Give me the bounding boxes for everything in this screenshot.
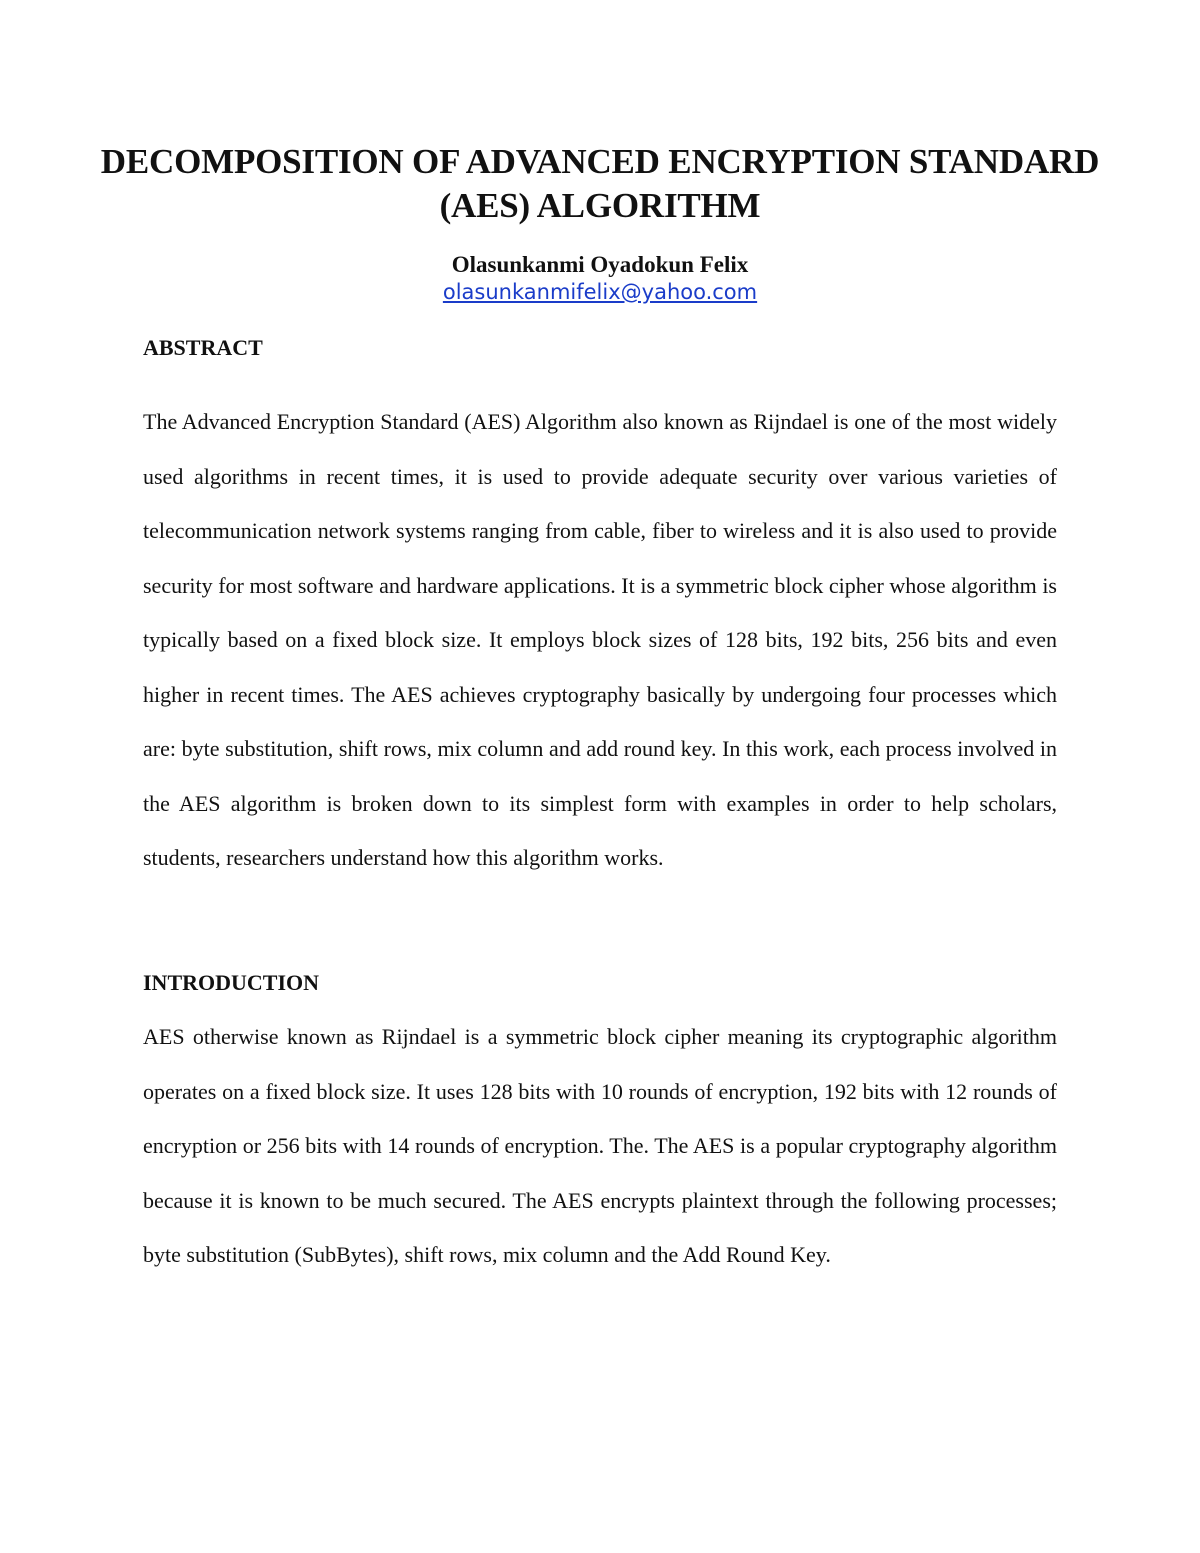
title-line-1: DECOMPOSITION OF ADVANCED ENCRYPTION STANDARD — [100, 142, 1100, 181]
author-email-link[interactable]: olasunkanmifelix@yahoo.com — [442, 280, 758, 304]
title-line-2: (AES) ALGORITHM — [439, 186, 761, 225]
author-name: Olasunkanmi Oyadokun Felix — [451, 252, 749, 277]
introduction-heading: INTRODUCTION — [143, 970, 320, 995]
paper-title — [100, 140, 1100, 228]
introduction-paragraph: AES otherwise known as Rijndael is a symmetric block cipher meaning its cryptographic algorithm operates on a fixed block size. It uses 128 bits with 10 rounds of encryption, 192 bits with 12 rounds of encryption or 256 bits with 14 rounds of encryption. The. The AES is a popular cryptography algorithm because it is known to be much secured. The AES encrypts plaintext through the following processes; byte substitution (SubBytes), shift rows, mix column and the Add Round Key. — [143, 1024, 1057, 1267]
abstract-paragraph: The Advanced Encryption Standard (AES) Algorithm also known as Rijndael is one of the most widely used algorithms in recent times, it is used to provide adequate security over various varieties of telecommunication network systems ranging from cable, fiber to wireless and it is also used to provide security for most software and hardware applications. It is a symmetric block cipher whose algorithm is typically based on a fixed block size. It employs block sizes of 128 bits, 192 bits, 256 bits and even higher in recent times. The AES achieves cryptography basically by undergoing four processes which are: byte substitution, shift rows, mix column and add round key. In this work, each process involved in the AES algorithm is broken down to its simplest form with examples in order to help scholars, students, researchers understand how this algorithm works. — [143, 409, 1057, 870]
abstract-heading: ABSTRACT — [143, 335, 263, 360]
